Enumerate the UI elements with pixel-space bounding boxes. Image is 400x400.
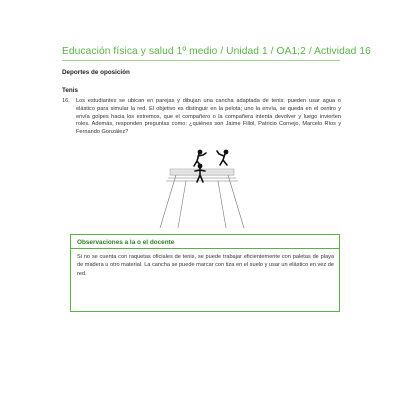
header-divider <box>62 60 340 61</box>
player-figure-left <box>194 150 206 166</box>
teacher-notes-title: Observaciones a la o el docente <box>77 239 175 246</box>
activity-number: 16. <box>62 98 70 104</box>
subsection-title: Tenis <box>62 87 78 94</box>
activity-text: Los estudiantes se ubican en parejas y dibujan una cancha adaptada de tenis; pueden usar agua o elástico para simular la red. El objetivo es distinguir en la pelota; uno la envía, se queda en el centro y envía golpes hacia los extremos, que el compañero o la compañera intenta devolver y luego invierten roles. Además, responden preguntas como: ¿quiénes son Jaime Fillol, Patricio Cornejo, Marcelo Ríos y Fernando González? <box>76 98 341 136</box>
teacher-notes-divider <box>71 248 339 249</box>
court-lines <box>160 175 244 228</box>
tennis-court-drawing <box>150 142 250 230</box>
document-header: Educación física y salud 1º medio / Unidad 1 / OA1;2 / Actividad 16 <box>62 46 371 57</box>
section-title: Deportes de oposición <box>62 69 130 76</box>
player-figure-right <box>217 150 228 165</box>
tennis-court-illustration <box>150 142 250 230</box>
teacher-notes-text: Si no se cuenta con raquetas oficiales de tenis, se puede trabajar eficientemente con paletas de playa de madera u otro material. La cancha se puede marcar con tiza en el suelo y usar un elástico en vez de red. <box>77 254 334 277</box>
teacher-notes-box <box>70 234 340 312</box>
